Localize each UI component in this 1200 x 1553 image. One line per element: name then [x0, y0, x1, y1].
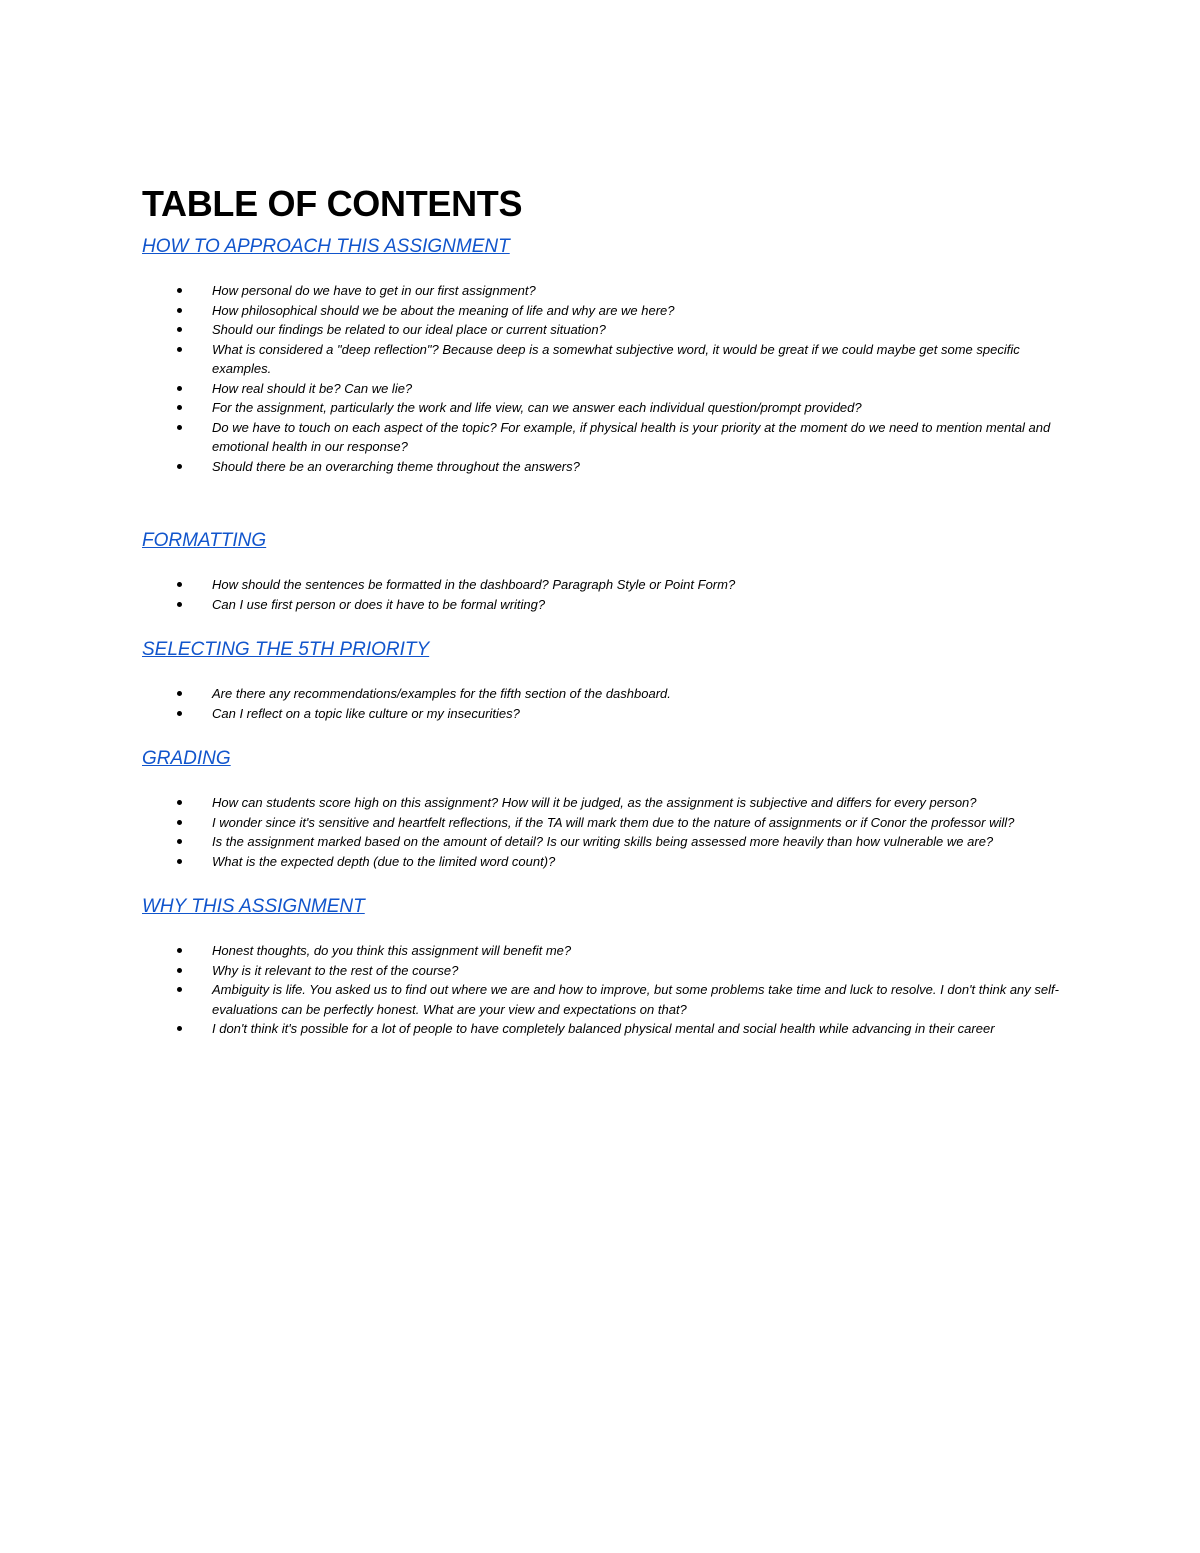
toc-section [142, 528, 1062, 614]
list-item-text: Are there any recommendations/examples for the fifth section of the dashboard. [212, 686, 671, 701]
bullet-icon [177, 820, 182, 825]
list-item-text: Why is it relevant to the rest of the course? [212, 962, 459, 978]
list-item-text: How can students score high on this assignment? How will it be judged, as the assignment is subjective and differs for every person? [212, 795, 977, 810]
list-item-text: Can I reflect on a topic like culture or my insecurities? [212, 705, 520, 721]
list-item-text: Should there be an overarching theme throughout the answers? [212, 458, 580, 474]
list-item [142, 961, 1062, 981]
list-item [142, 457, 1062, 477]
bullet-icon [177, 386, 182, 391]
bullet-icon [177, 405, 182, 410]
bullet-icon [177, 464, 182, 469]
list-item-text: How philosophical should we be about the meaning of life and why are we here? [212, 302, 675, 318]
bullet-icon [177, 327, 182, 332]
question-list [142, 793, 1062, 871]
list-item-text: Do we have to touch on each aspect of the topic? For example, if physical health is your priority at the moment do we need to mention mental and emotional health in our response? [212, 419, 1051, 454]
bullet-icon [177, 582, 182, 587]
list-item-text: For the assignment, particularly the work and life view, can we answer each individual question/prompt provided? [212, 400, 862, 415]
document-title: TABLE OF CONTENTS [142, 183, 523, 224]
list-item [142, 575, 1062, 595]
list-item [142, 320, 1062, 340]
toc-section [142, 894, 1062, 1039]
list-item-text: Is the assignment marked based on the amount of detail? Is our writing skills being assessed more heavily than how vulnerable we are? [212, 834, 994, 849]
bullet-icon [177, 425, 182, 430]
list-item [142, 379, 1062, 399]
bullet-icon [177, 308, 182, 313]
toc-section [142, 746, 1062, 871]
list-item [142, 793, 1062, 813]
section-heading-link[interactable]: FORMATTING [142, 530, 267, 551]
bullet-icon [177, 602, 182, 607]
question-list [142, 684, 1062, 723]
list-item [142, 813, 1062, 833]
list-item-text: I don't think it's possible for a lot of people to have completely balanced physical mental and social health while advancing in their career [212, 1021, 995, 1036]
list-item-text: I wonder since it's sensitive and heartfelt reflections, if the TA will mark them due to the nature of assignments or if Conor the professor will? [212, 814, 1015, 830]
question-list [142, 575, 1062, 614]
list-item-text: What is considered a "deep reflection"? Because deep is a somewhat subjective word, it would be great if we could maybe get some specific examples. [212, 341, 1020, 376]
bullet-icon [177, 1026, 182, 1031]
bullet-icon [177, 691, 182, 696]
table-of-contents [142, 234, 1062, 1039]
list-item [142, 281, 1062, 301]
list-item [142, 398, 1062, 418]
list-item [142, 852, 1062, 872]
list-item-text: Honest thoughts, do you think this assignment will benefit me? [212, 943, 572, 958]
bullet-icon [177, 859, 182, 864]
bullet-icon [177, 711, 182, 716]
bullet-icon [177, 968, 182, 973]
bullet-icon [177, 839, 182, 844]
list-item [142, 704, 1062, 724]
list-item [142, 684, 1062, 704]
toc-section [142, 637, 1062, 723]
section-heading-link[interactable]: WHY THIS ASSIGNMENT [142, 896, 365, 917]
list-item [142, 340, 1062, 379]
list-item [142, 1019, 1062, 1039]
list-item [142, 980, 1062, 1019]
list-item-text: How real should it be? Can we lie? [212, 380, 413, 396]
section-heading-link[interactable]: HOW TO APPROACH THIS ASSIGNMENT [142, 236, 510, 257]
list-item-text: Should our findings be related to our ideal place or current situation? [212, 322, 606, 337]
list-item [142, 301, 1062, 321]
document-page [142, 180, 1062, 1039]
list-item-text: Ambiguity is life. You asked us to find out where we are and how to improve, but some problems take time and luck to resolve. I don't think any self-evaluations can be perfectly honest. What are your view and expectations on that? [212, 982, 1059, 1017]
question-list [142, 281, 1062, 476]
bullet-icon [177, 347, 182, 352]
bullet-icon [177, 800, 182, 805]
bullet-icon [177, 987, 182, 992]
list-item-text: Can I use first person or does it have to be formal writing? [212, 596, 546, 612]
toc-section [142, 234, 1062, 476]
list-item-text: How should the sentences be formatted in the dashboard? Paragraph Style or Point Form? [212, 577, 736, 592]
list-item [142, 832, 1062, 852]
question-list [142, 941, 1062, 1039]
list-item [142, 418, 1062, 457]
bullet-icon [177, 288, 182, 293]
bullet-icon [177, 948, 182, 953]
list-item-text: What is the expected depth (due to the limited word count)? [212, 853, 556, 869]
section-heading-link[interactable]: SELECTING THE 5TH PRIORITY [142, 639, 430, 660]
list-item [142, 941, 1062, 961]
list-item-text: How personal do we have to get in our first assignment? [212, 283, 536, 298]
section-heading-link[interactable]: GRADING [142, 748, 231, 769]
list-item [142, 595, 1062, 615]
